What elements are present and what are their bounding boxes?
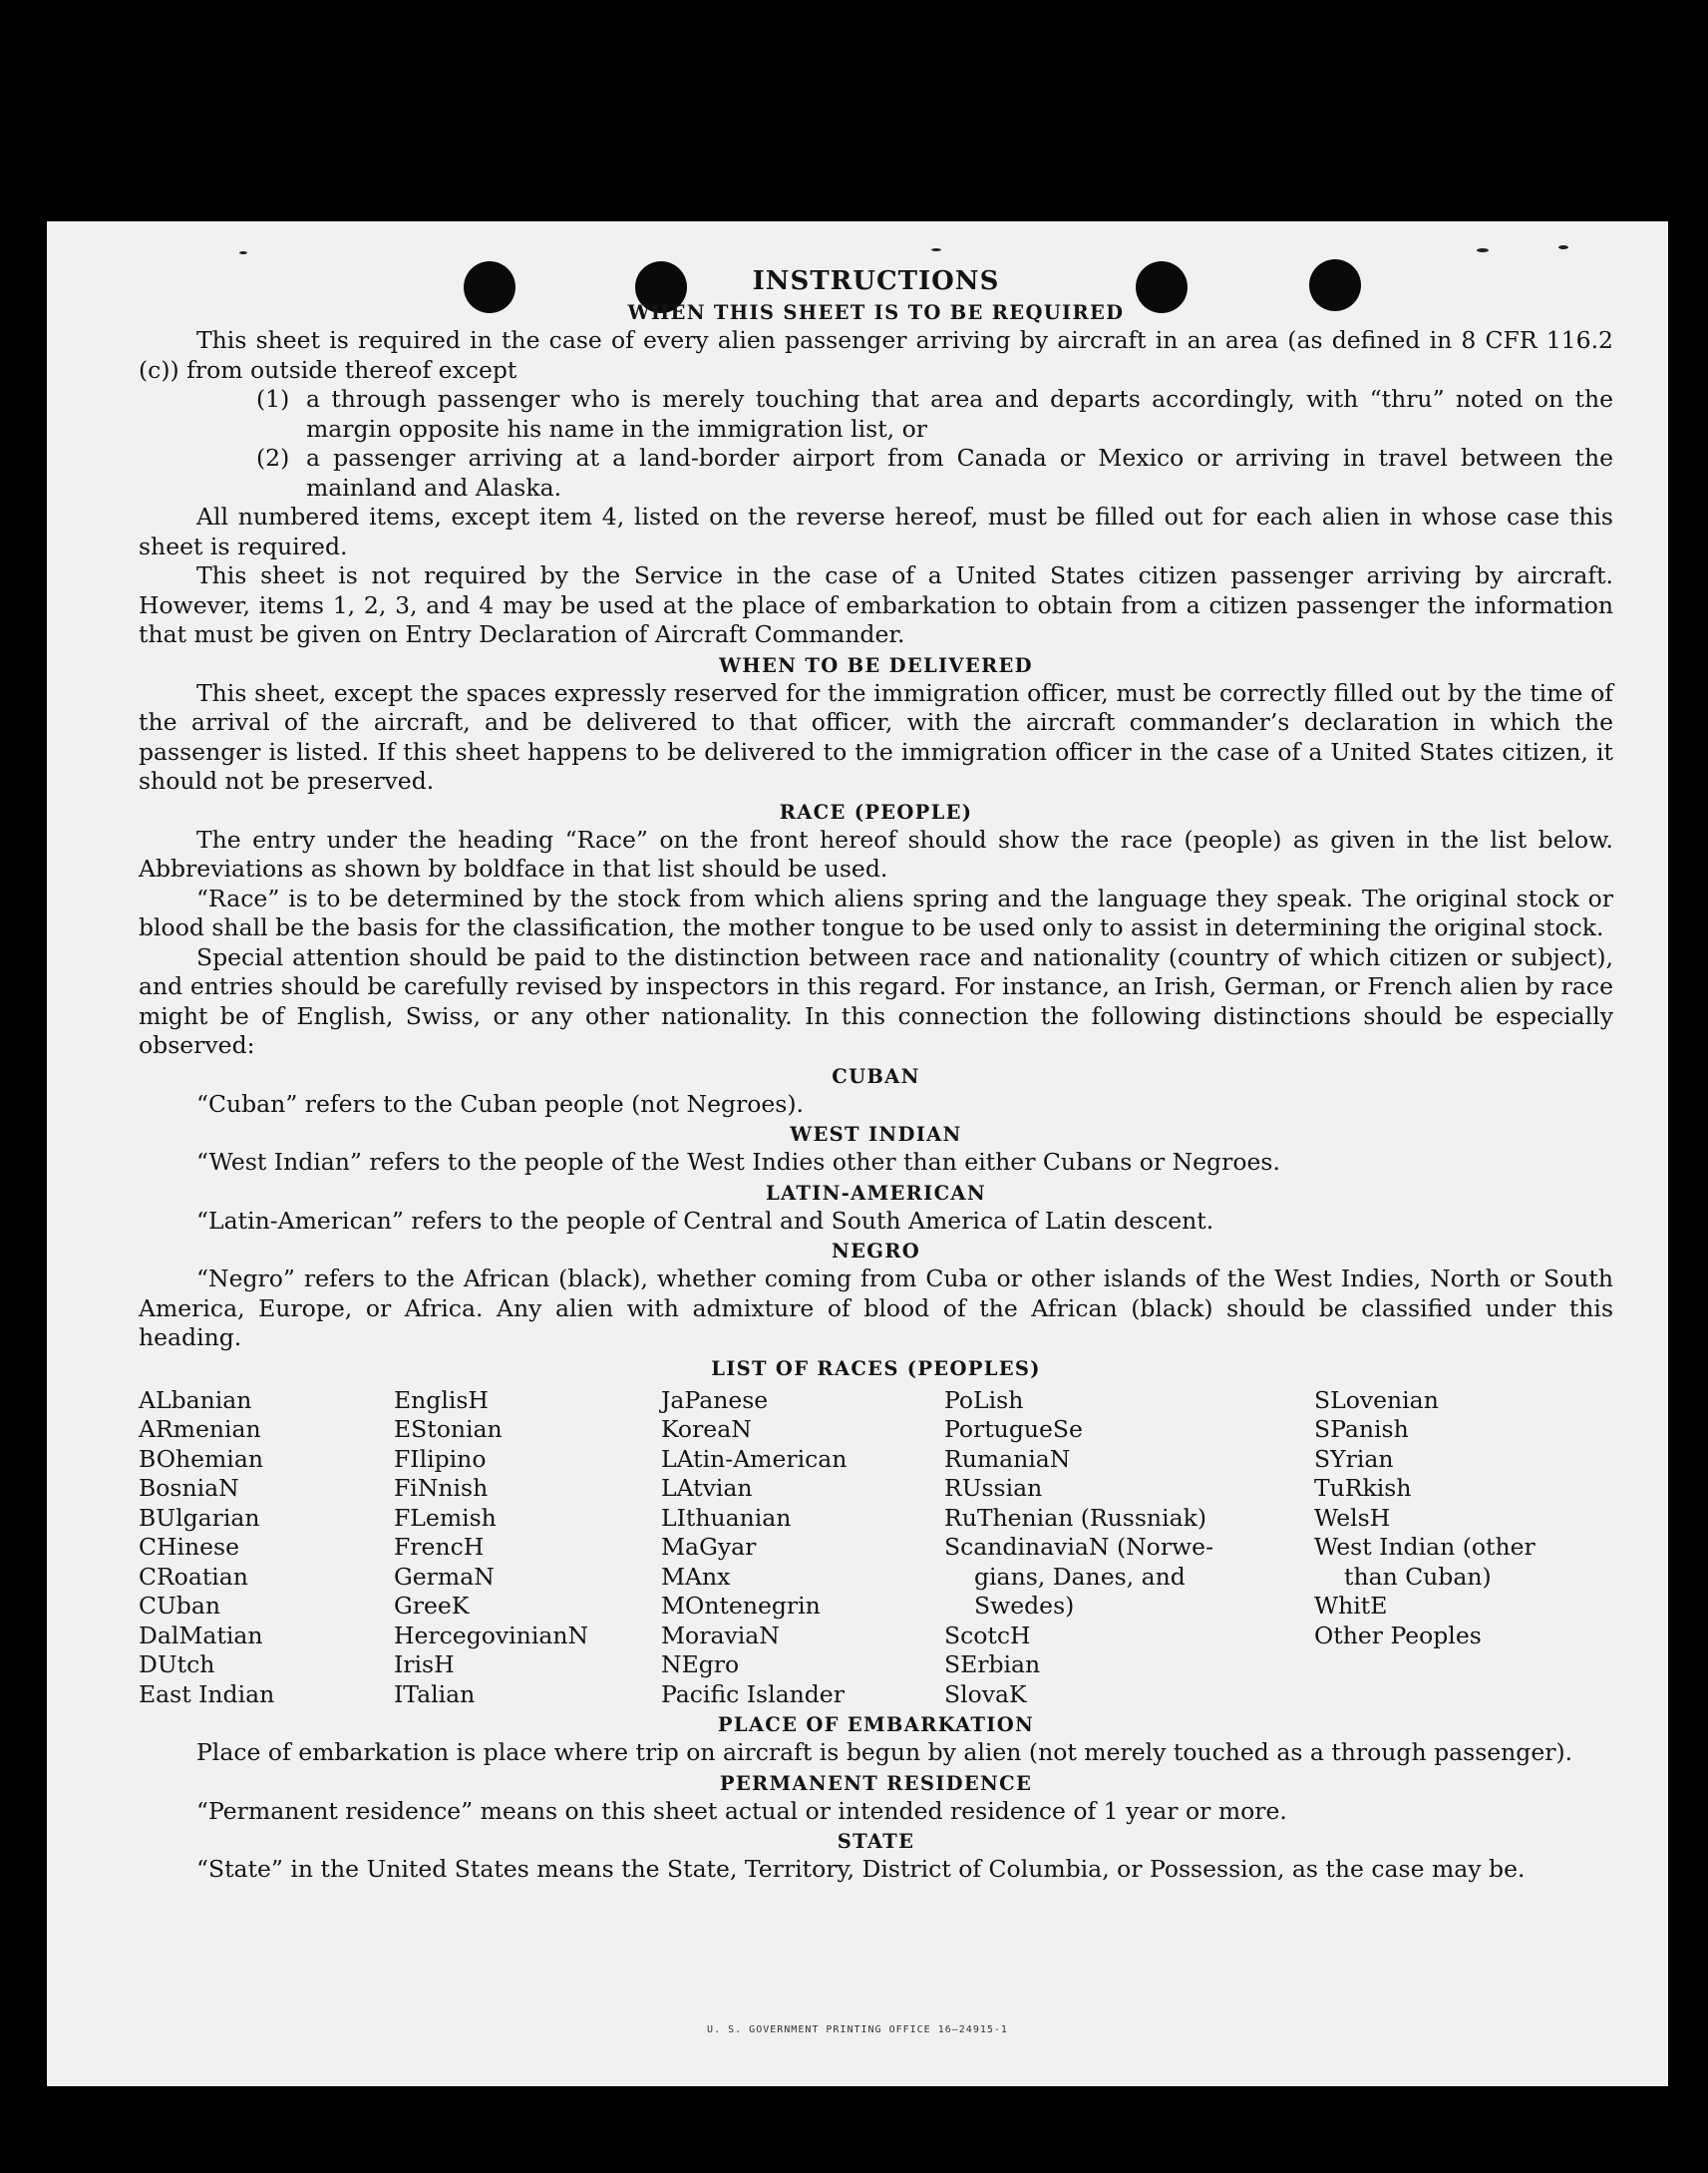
race-item: FIlipino: [394, 1444, 487, 1473]
race-item: Other Peoples: [1314, 1621, 1482, 1649]
paragraph: This sheet, except the spaces expressly reserved for the immigration officer, must be correctly filled out by the time of the arrival of the aircraft, and be delivered to that officer, with the aircraft commander’s declaration in which the passenger is listed. If this sheet happens to be delivered to the immigration officer in the case of a United States citizen, it should not be preserved.: [139, 678, 1613, 795]
race-item: HercegovinianN: [394, 1621, 589, 1649]
race-item: FrencH: [394, 1533, 485, 1561]
race-item: SLovenian: [1314, 1385, 1439, 1414]
paragraph: “Cuban” refers to the Cuban people (not Negroes).: [196, 1089, 805, 1118]
item-number: (2): [256, 444, 290, 472]
paragraph: All numbered items, except item 4, listed on the reverse hereof, must be filled out for each alien in whose case this sheet is required.: [139, 503, 1613, 560]
race-item: TuRkish: [1314, 1474, 1412, 1502]
race-item: GermaN: [394, 1562, 495, 1591]
race-item: IrisH: [394, 1650, 455, 1678]
paragraph: This sheet is not required by the Service in the case of a United States citizen passenger arriving by aircraft. However, items 1, 2, 3, and 4 may be used at the place of embarkation to obtain from a citizen passenger the information that must be given on Entry Declaration of Aircraft Commander.: [139, 561, 1613, 648]
heading-latin-american: LATIN-AMERICAN: [766, 1181, 986, 1205]
heading-list-of-races: LIST OF RACES (PEOPLES): [711, 1356, 1041, 1380]
race-item: EnglisH: [394, 1385, 489, 1414]
race-item: MOntenegrin: [661, 1592, 821, 1620]
race-item: WhitE: [1314, 1592, 1388, 1620]
speck: [931, 248, 941, 251]
race-item: SErbian: [944, 1650, 1041, 1678]
speck: [1558, 245, 1568, 249]
race-item: FLemish: [394, 1503, 497, 1532]
race-item: ARmenian: [139, 1415, 261, 1443]
race-item: ScandinaviaN (Norwe-: [944, 1533, 1214, 1561]
races-column: [139, 1386, 394, 1710]
race-item: SPanish: [1314, 1415, 1409, 1443]
paragraph: Place of embarkation is place where trip on aircraft is begun by alien (not merely touched as a through passenger).: [196, 1738, 1573, 1766]
race-item: WelsH: [1314, 1503, 1391, 1532]
paragraph: Special attention should be paid to the distinction between race and nationality (country of which citizen or subject), and entries should be carefully revised by inspectors in this regard. For instance, an Irish, German, or French alien by race might be of English, Swiss, or any other nationality. In this connection the following distinctions should be especially observed:: [139, 942, 1613, 1059]
race-item: JaPanese: [661, 1385, 769, 1414]
heading-west-indian: WEST INDIAN: [790, 1123, 962, 1146]
speck: [239, 251, 247, 254]
race-item: MaGyar: [661, 1533, 757, 1561]
race-item: Pacific Islander: [661, 1679, 845, 1708]
race-item: DalMatian: [139, 1621, 263, 1649]
race-item: Swedes): [974, 1592, 1075, 1620]
races-column: [394, 1386, 661, 1710]
race-item: East Indian: [139, 1679, 275, 1708]
paragraph: The entry under the heading “Race” on the front hereof should show the race (people) as given in the list below. Abbreviations as shown by boldface in that list should be used.: [139, 825, 1613, 883]
list-item: [256, 385, 1613, 444]
races-column: [661, 1386, 944, 1710]
race-item: SYrian: [1314, 1444, 1394, 1473]
race-item: ITalian: [394, 1679, 476, 1708]
race-item: RumaniaN: [944, 1444, 1071, 1473]
race-item: SlovaK: [944, 1679, 1027, 1708]
race-item: RuThenian (Russniak): [944, 1503, 1206, 1532]
paragraph: This sheet is required in the case of every alien passenger arriving by aircraft in an area (as defined in 8 CFR 116.2 (c)) from outside thereof except: [139, 326, 1613, 384]
heading-permanent-residence: PERMANENT RESIDENCE: [719, 1771, 1033, 1795]
heading-when-required: WHEN THIS SHEET IS TO BE REQUIRED: [627, 301, 1125, 324]
page-title: INSTRUCTIONS: [752, 266, 1000, 296]
race-item: PoLish: [944, 1385, 1024, 1414]
race-item: ScotcH: [944, 1621, 1031, 1649]
race-item: CRoatian: [139, 1562, 248, 1591]
races-column: [1314, 1386, 1603, 1710]
heading-negro: NEGRO: [831, 1240, 921, 1263]
document-sheet: [47, 221, 1668, 2086]
race-item: EStonian: [394, 1415, 503, 1443]
race-item: LIthuanian: [661, 1503, 792, 1532]
heading-race: RACE (PEOPLE): [779, 800, 973, 824]
race-item: BUlgarian: [139, 1503, 260, 1532]
heading-cuban: CUBAN: [832, 1064, 920, 1088]
paragraph: “State” in the United States means the State, Territory, District of Columbia, or Possession, as the case may be.: [196, 1855, 1526, 1883]
race-item: KoreaN: [661, 1415, 752, 1443]
race-item: LAtin-American: [661, 1444, 848, 1473]
paragraph: “Race” is to be determined by the stock from which aliens spring and the language they speak. The original stock or blood shall be the basis for the classification, the mother tongue to be used only to assist in determining the original stock.: [139, 884, 1613, 941]
printer-imprint: U. S. GOVERNMENT PRINTING OFFICE 16—24915-1: [707, 2024, 1008, 2035]
race-item: CUban: [139, 1592, 220, 1620]
race-item: CHinese: [139, 1533, 239, 1561]
item-text: a through passenger who is merely touching that area and departs accordingly, with “thru” noted on the margin opposite his name in the immigration list, or: [306, 385, 1613, 443]
race-item: FiNnish: [394, 1474, 489, 1502]
race-item: gians, Danes, and: [974, 1562, 1186, 1591]
race-item: PortugueSe: [944, 1415, 1083, 1443]
instructions-content: [139, 265, 1613, 1885]
item-number: (1): [256, 385, 290, 413]
paragraph: “West Indian” refers to the people of the West Indies other than either Cubans or Negroes.: [196, 1148, 1280, 1176]
heading-place-of-embarkation: PLACE OF EMBARKATION: [717, 1713, 1035, 1736]
race-item: DUtch: [139, 1650, 215, 1678]
race-item: than Cuban): [1344, 1562, 1492, 1591]
race-item: BOhemian: [139, 1444, 263, 1473]
paragraph: “Permanent residence” means on this sheet actual or intended residence of 1 year or more.: [196, 1796, 1287, 1825]
race-item: BosniaN: [139, 1474, 239, 1502]
race-item: NEgro: [661, 1650, 740, 1678]
race-item: West Indian (other: [1314, 1533, 1536, 1561]
race-item: GreeK: [394, 1592, 470, 1620]
paragraph: “Negro” refers to the African (black), whether coming from Cuba or other islands of the West Indies, North or South America, Europe, or Africa. Any alien with admixture of blood of the African (black) should be classified under this heading.: [139, 1265, 1613, 1351]
item-text: a passenger arriving at a land-border airport from Canada or Mexico or arriving in travel between the mainland and Alaska.: [306, 444, 1613, 502]
race-item: MoraviaN: [661, 1621, 780, 1649]
heading-state: STATE: [837, 1830, 915, 1853]
race-item: ALbanian: [139, 1385, 252, 1414]
races-table: [139, 1386, 1613, 1710]
race-item: RUssian: [944, 1474, 1043, 1502]
race-item: LAtvian: [661, 1474, 753, 1502]
paragraph: “Latin-American” refers to the people of Central and South America of Latin descent.: [196, 1206, 1214, 1235]
heading-when-delivered: WHEN TO BE DELIVERED: [719, 653, 1033, 677]
list-item: [256, 444, 1613, 503]
race-item: MAnx: [661, 1562, 731, 1591]
races-column: [944, 1386, 1314, 1710]
speck: [1477, 248, 1489, 252]
